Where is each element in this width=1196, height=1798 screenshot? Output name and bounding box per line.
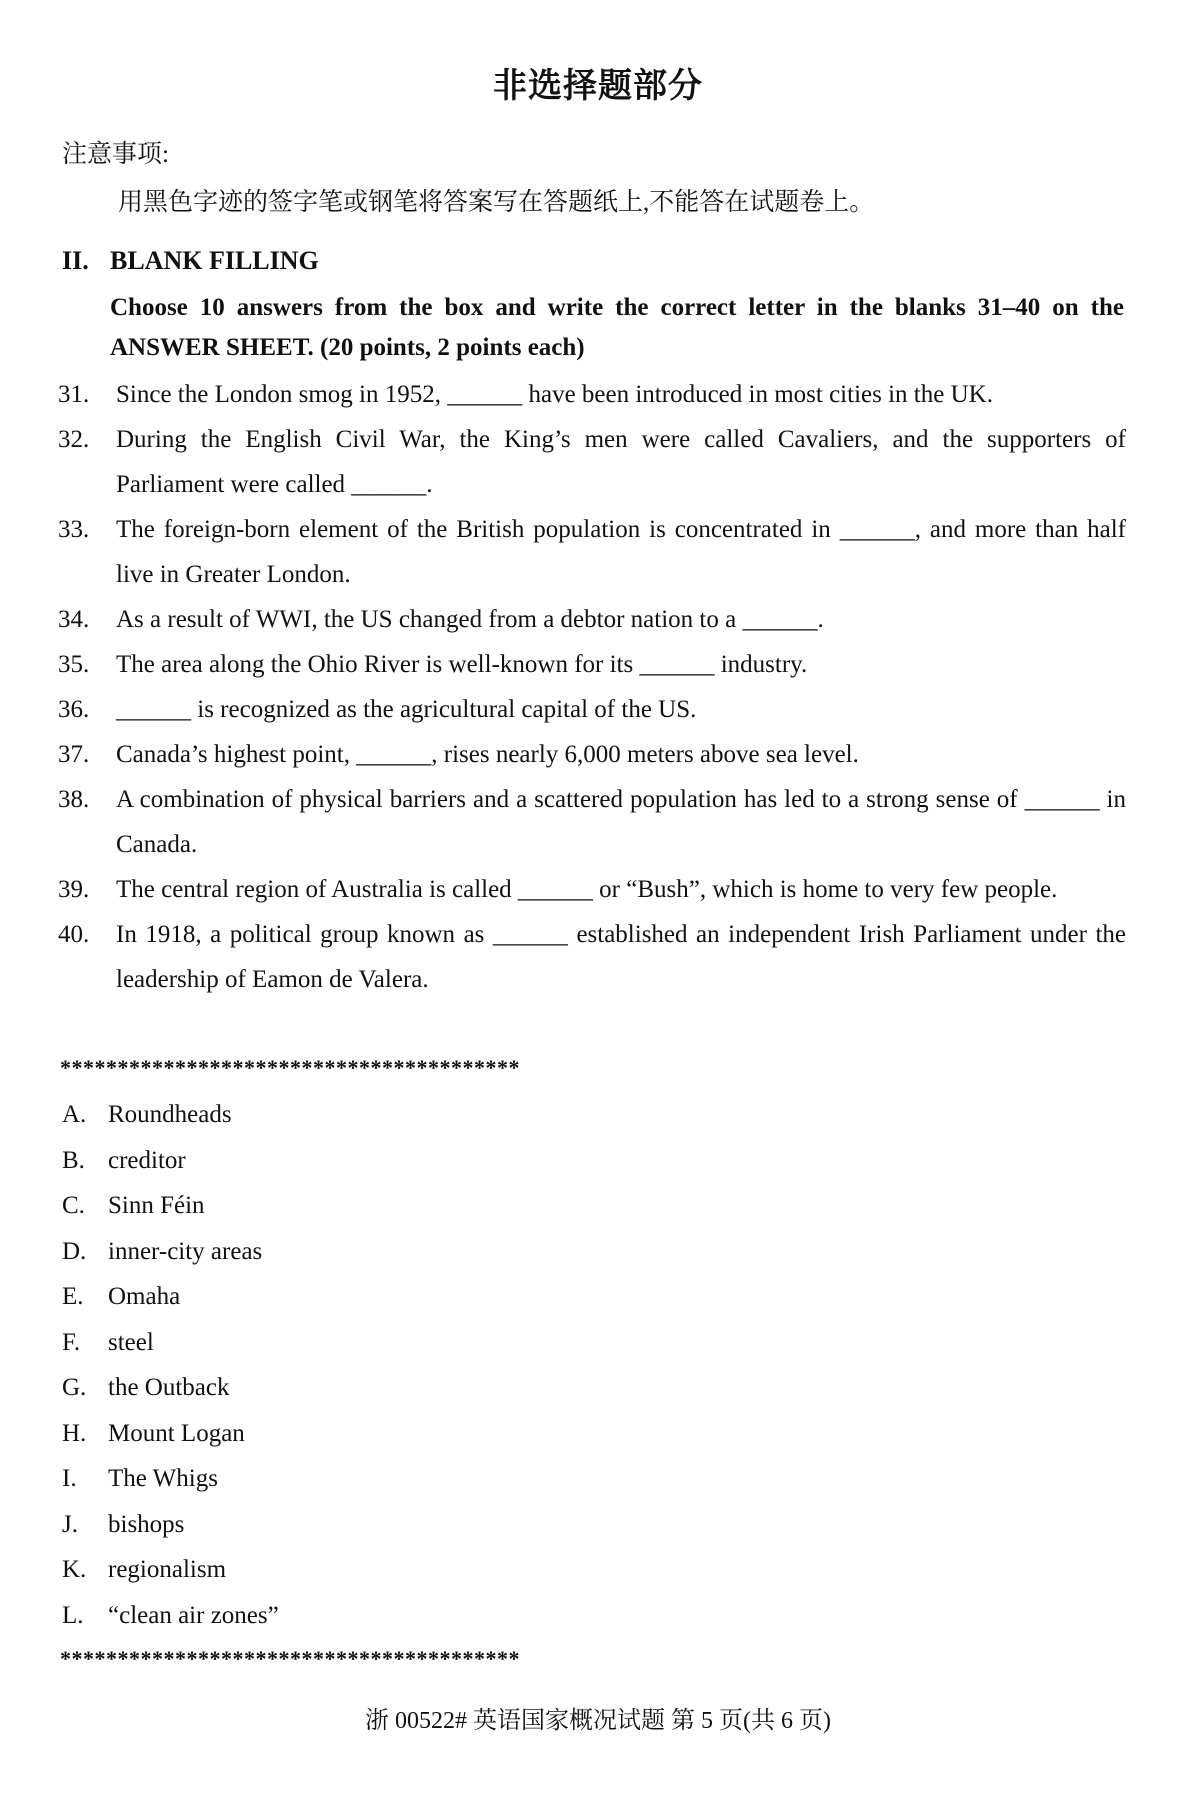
question-text: A combination of physical barriers and a scattered population has led to a strong sense of ______ in Canada. xyxy=(116,786,1126,858)
option-letter: I. xyxy=(62,1465,77,1492)
question-32 xyxy=(58,417,1126,507)
question-38 xyxy=(58,777,1126,867)
option-j xyxy=(62,1502,279,1548)
page-footer: 浙 00522# 英语国家概况试题 第 5 页(共 6 页) xyxy=(365,1708,831,1734)
option-text: “clean air zones” xyxy=(108,1601,279,1629)
section-number: II. xyxy=(62,246,89,275)
question-text: Canada’s highest point, ______, rises nearly 6,000 meters above sea level. xyxy=(116,741,859,768)
question-number: 36. xyxy=(58,696,90,723)
question-36 xyxy=(58,687,1126,732)
separator-top: **************************************** xyxy=(60,1055,520,1080)
question-number: 40. xyxy=(58,921,90,948)
section-instructions: Choose 10 answers from the box and write the correct letter in the blanks 31–40 on the ANSWER SHEET. (20 points, 2 points each) xyxy=(110,294,1124,361)
notice-label: 注意事项: xyxy=(62,141,169,168)
option-b xyxy=(62,1138,279,1184)
question-text: The area along the Ohio River is well-known for its ______ industry. xyxy=(116,651,808,678)
question-number: 31. xyxy=(58,381,90,408)
notice-body: 用黑色字迹的签字笔或钢笔将答案写在答题纸上,不能答在试题卷上。 xyxy=(118,189,875,216)
question-list xyxy=(58,372,1126,1002)
question-text: As a result of WWI, the US changed from a debtor nation to a ______. xyxy=(116,606,824,633)
option-text: Sinn Féin xyxy=(108,1192,205,1219)
question-number: 39. xyxy=(58,876,90,903)
option-d xyxy=(62,1229,279,1275)
option-text: the Outback xyxy=(108,1374,230,1401)
option-text: The Whigs xyxy=(108,1465,218,1492)
option-text: Roundheads xyxy=(108,1101,232,1128)
option-text: Mount Logan xyxy=(108,1419,245,1447)
option-letter: L. xyxy=(62,1601,84,1629)
question-text: Since the London smog in 1952, ______ have been introduced in most cities in the UK. xyxy=(116,381,993,408)
option-a xyxy=(62,1092,279,1138)
question-number: 38. xyxy=(58,786,90,813)
option-text: steel xyxy=(108,1328,154,1356)
question-number: 37. xyxy=(58,741,90,768)
option-text: Omaha xyxy=(108,1283,181,1310)
question-text: The foreign-born element of the British population is concentrated in ______, and more than half live in Greater London. xyxy=(116,516,1126,588)
question-text: The central region of Australia is called ______ or “Bush”, which is home to very few people. xyxy=(116,876,1058,903)
question-number: 35. xyxy=(58,651,90,678)
question-31 xyxy=(58,372,1126,417)
option-letter: C. xyxy=(62,1192,85,1219)
option-k xyxy=(62,1547,279,1593)
option-letter: B. xyxy=(62,1146,85,1174)
option-text: bishops xyxy=(108,1510,185,1538)
option-letter: J. xyxy=(62,1510,78,1538)
section-heading xyxy=(62,246,319,276)
section-title: BLANK FILLING xyxy=(110,246,319,275)
option-letter: A. xyxy=(62,1101,87,1128)
option-f xyxy=(62,1320,279,1366)
question-number: 34. xyxy=(58,606,90,633)
option-text: inner-city areas xyxy=(108,1237,263,1265)
option-i xyxy=(62,1456,279,1502)
option-letter: K. xyxy=(62,1556,87,1583)
question-37 xyxy=(58,732,1126,777)
question-text: In 1918, a political group known as ______ established an independent Irish Parliament under the leadership of Eamon de Valera. xyxy=(116,921,1126,993)
question-35 xyxy=(58,642,1126,687)
page-title: 非选择题部分 xyxy=(493,68,703,105)
option-letter: G. xyxy=(62,1374,87,1401)
option-letter: F. xyxy=(62,1328,81,1356)
option-h xyxy=(62,1411,279,1457)
question-40 xyxy=(58,912,1126,1002)
question-number: 32. xyxy=(58,426,90,453)
option-c xyxy=(62,1183,279,1229)
question-text: ______ is recognized as the agricultural capital of the US. xyxy=(116,696,697,723)
question-text: During the English Civil War, the King’s men were called Cavaliers, and the supporters of Parliament were called ______. xyxy=(116,426,1126,498)
option-l xyxy=(62,1593,279,1639)
question-39 xyxy=(58,867,1126,912)
question-33 xyxy=(58,507,1126,597)
question-34 xyxy=(58,597,1126,642)
separator-bottom: **************************************** xyxy=(60,1646,520,1671)
option-letter: D. xyxy=(62,1237,87,1265)
option-text: creditor xyxy=(108,1146,186,1174)
answer-options xyxy=(62,1092,279,1638)
option-text: regionalism xyxy=(108,1556,227,1583)
option-g xyxy=(62,1365,279,1411)
option-letter: E. xyxy=(62,1283,84,1310)
option-letter: H. xyxy=(62,1419,87,1447)
option-e xyxy=(62,1274,279,1320)
question-number: 33. xyxy=(58,516,90,543)
